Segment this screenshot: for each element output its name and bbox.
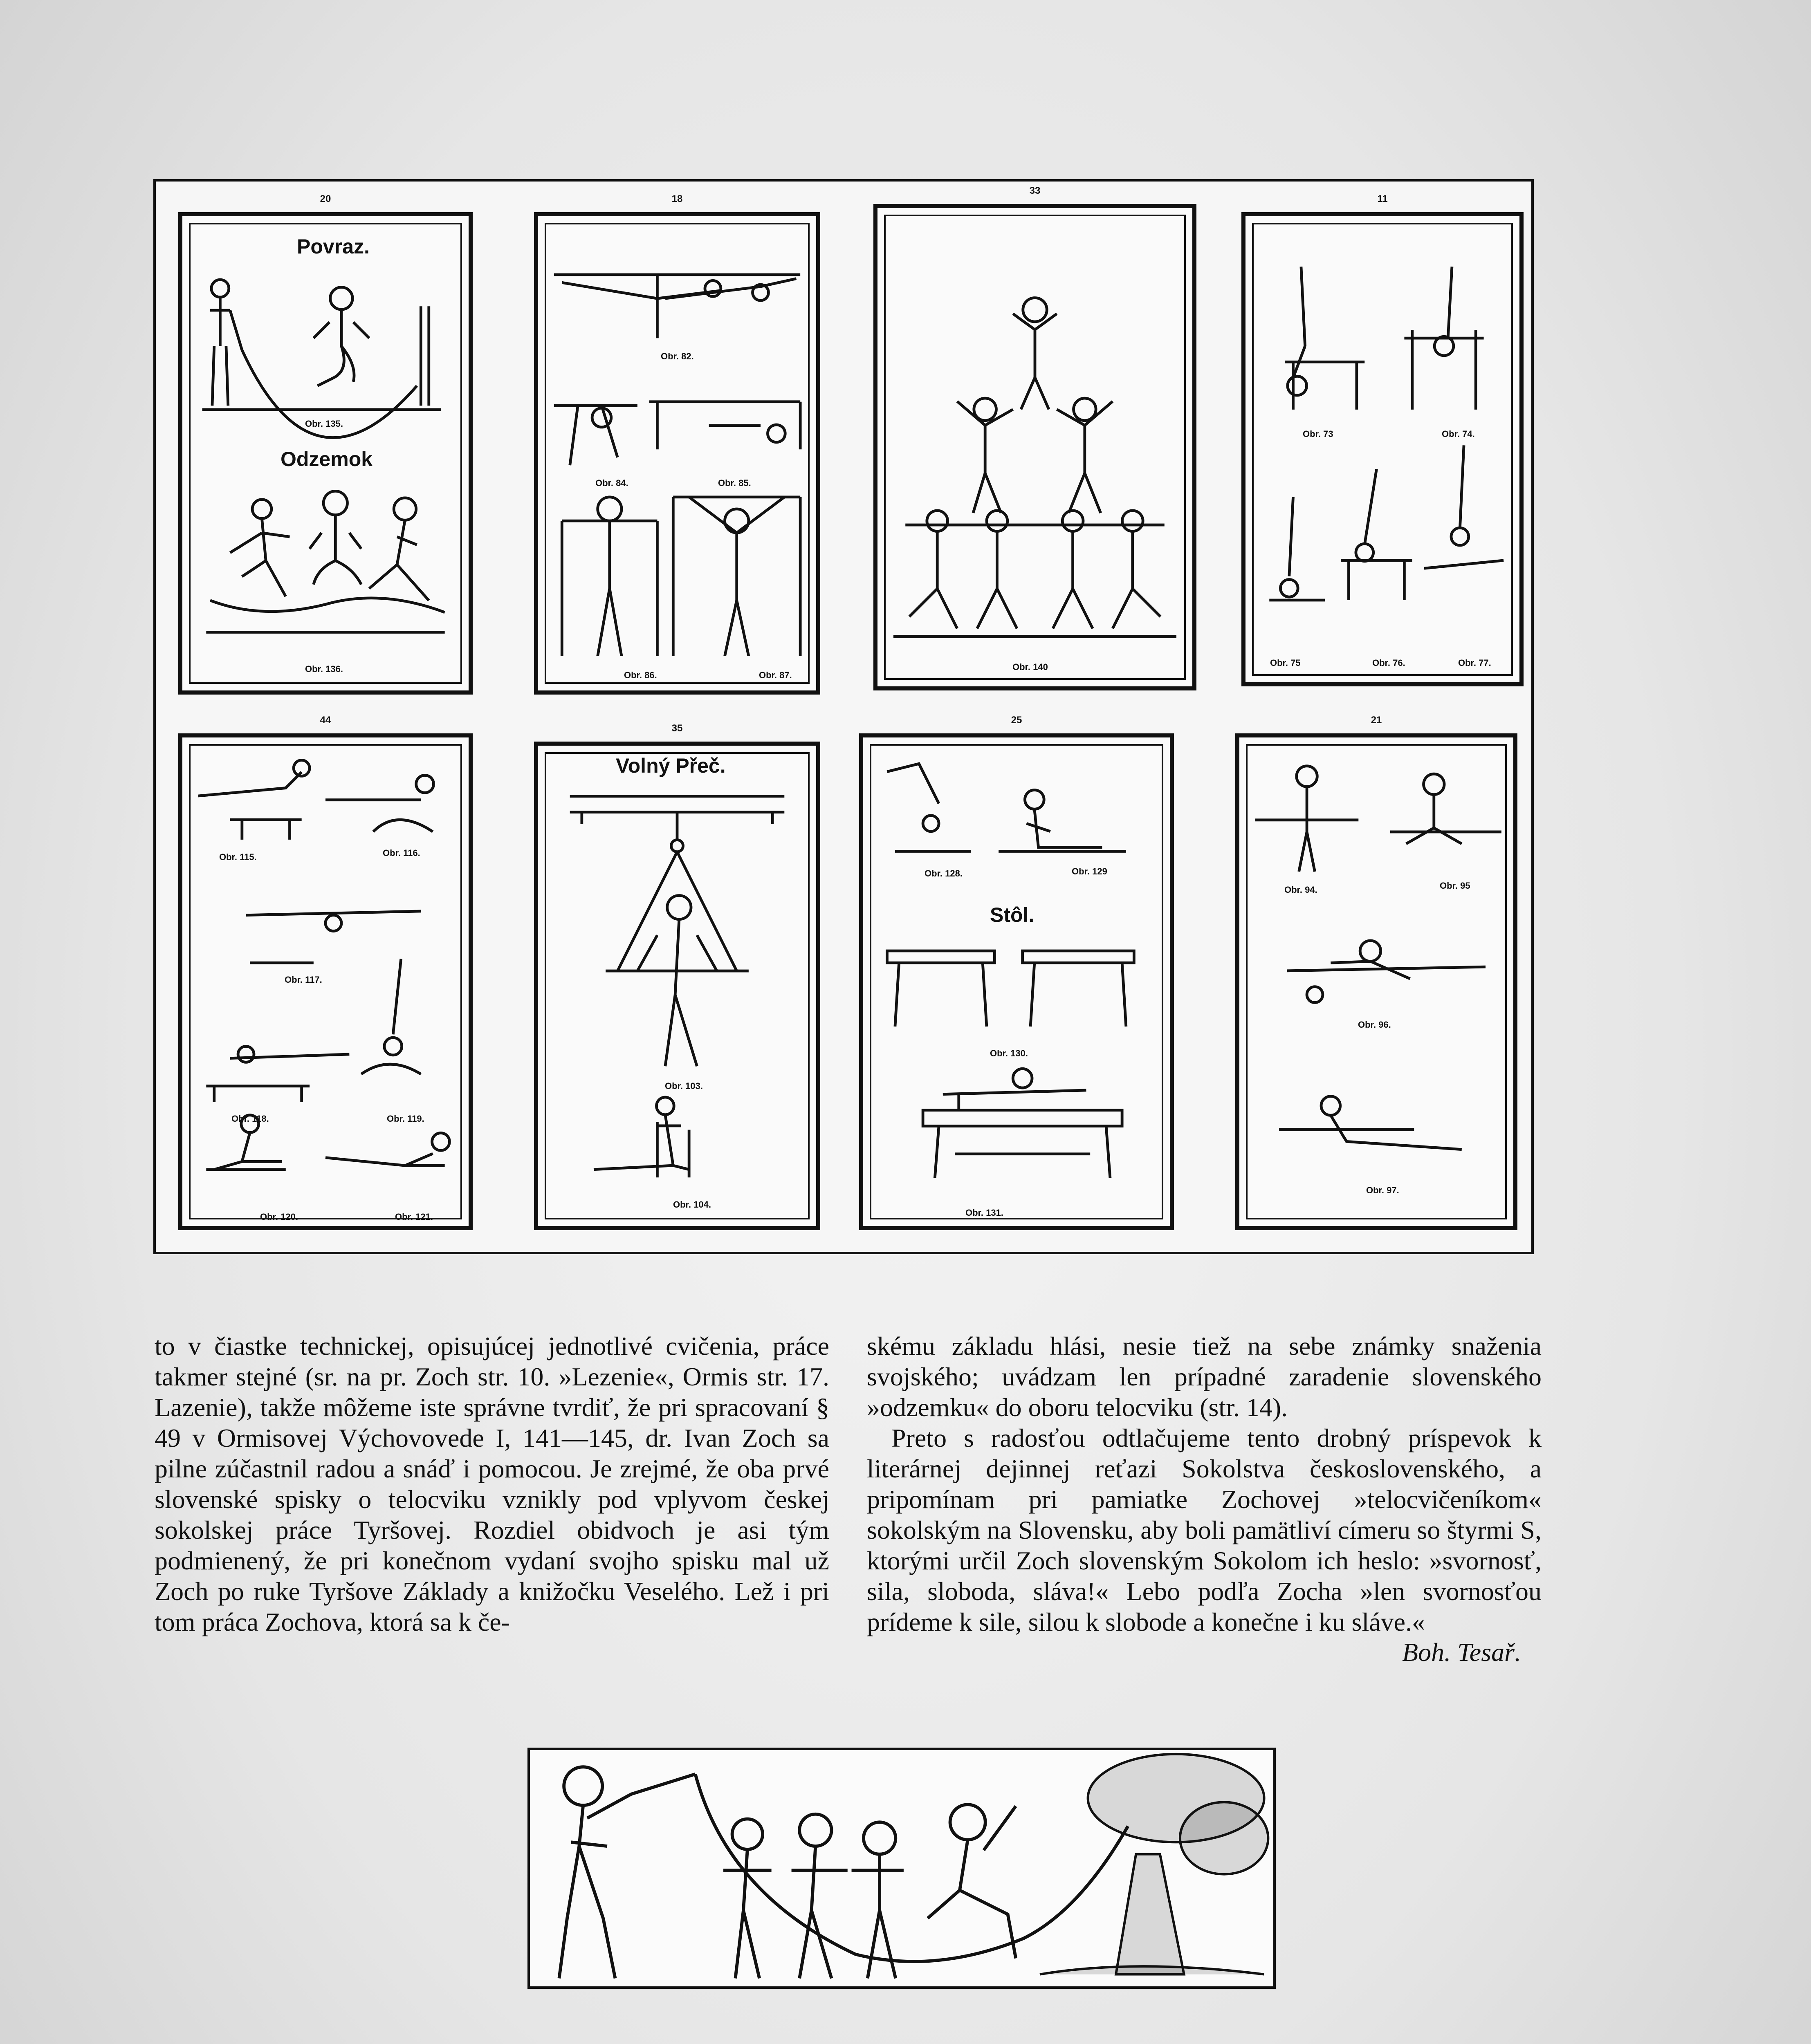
jump-rope-vignette (527, 1748, 1276, 1989)
panel-subtitle: Odzemok (281, 448, 373, 471)
figure-caption: Obr. 73 (1303, 429, 1333, 439)
panel-number: 25 (1011, 715, 1022, 726)
panel-lavicka (1235, 715, 1517, 1230)
figure-caption: Obr. 97. (1366, 1185, 1399, 1195)
figure-caption: Obr. 119. (387, 1114, 424, 1124)
paragraph: Preto s radosťou odtlačujeme tento drobný príspevok k literárnej dejinnej reťazi Sokolstva československého, a pripomínam pri pamiatke Zochovej »telocvičeníkom« sokolským na Slovensku, aby boli pamätliví címeru so štyrmi S, ktorými určil Zoch slovenským Sokolom ich heslo: »svornosť, sila, sloboda, sláva!« Lebo podľa Zocha »len svornosťou prídeme k sile, silou k slobode a konečne i ku sláve.« (867, 1423, 1542, 1636)
figure-caption: Obr. 140 (1012, 662, 1048, 672)
figure-caption: Obr. 75 (1270, 658, 1301, 668)
pommel-horse-illustration (182, 737, 469, 1226)
bar-sitting-illustration (1239, 737, 1513, 1226)
panel-number: 21 (1371, 715, 1382, 726)
panel-title: Povraz. (297, 235, 370, 258)
figure-caption: Obr. 85. (718, 478, 751, 488)
figure-caption: Obr. 131. (965, 1208, 1003, 1218)
figure-caption: Obr. 76. (1372, 658, 1405, 668)
panel-number: 44 (320, 715, 331, 726)
figure-caption: Obr. 130. (990, 1048, 1028, 1058)
figure-caption: Obr. 128. (925, 868, 963, 879)
panel-number: 11 (1377, 193, 1388, 204)
panel-title: Volný Přeč. (616, 754, 726, 777)
paragraph: to v čiastke technickej, opisujúcej jednotlivé cvičenia, práce takmer stejné (sr. na pr. Zoch str. 10. »Lezenie«, Ormis str. 17. Lazenie), takže môžeme iste správne tvrdiť, že pri spracovaní § 49 v Ormisovej Výchovovede I, 141—145, dr. Ivan Zoch sa pilne zúčastnil radou a snáď i pomocou. Je zrejmé, že oba prvé slovenské spisky o telocviku vznikly pod vplyvom českej sokolskej práce Tyršovej. Rozdiel obidvoch je asi tým podmienený, že pri konečnom vydaní svojho spisku mal už Zoch po ruke Tyršove Základy a knižočku Veselého. Lež i pri tom práca Zochova, ktorá sa k če- (155, 1331, 829, 1636)
figure-caption: Obr. 77. (1458, 658, 1491, 668)
panel-pyramida (873, 185, 1196, 690)
figure-caption: Obr. 116. (383, 848, 420, 858)
figure-caption: Obr. 74. (1442, 429, 1475, 439)
figure-caption: Obr. 120. (260, 1212, 298, 1222)
figure-caption: Obr. 86. (624, 670, 657, 680)
illustration-plate (153, 179, 1534, 1254)
panel-number: 35 (671, 723, 683, 734)
paragraph: skému základu hlási, nesie tiež na sebe známky snaženia svojského; uvádzam len prípadné zaradenie slovenského »odzemku« do oboru telocviku (str. 14). (867, 1331, 1542, 1422)
figure-caption: Obr. 103. (665, 1081, 703, 1091)
panel-povraz (178, 193, 473, 695)
parallel-bars-illustration (1245, 216, 1519, 682)
panel-number: 20 (320, 193, 331, 204)
panel-hrazda (534, 193, 820, 695)
figure-caption: Obr. 84. (595, 478, 628, 488)
figure-caption: Obr. 117. (285, 975, 322, 985)
figure-caption: Obr. 115. (219, 852, 257, 862)
children-jump-rope-illustration (530, 1750, 1273, 1986)
panel-bradla (1241, 193, 1524, 686)
figure-caption: Obr. 118. (231, 1114, 269, 1124)
right-column (867, 1331, 1542, 1637)
table-exercises-illustration (863, 737, 1170, 1226)
author-signature: Boh. Tesař. (1402, 1638, 1521, 1667)
figure-caption: Obr. 94. (1284, 885, 1317, 895)
left-column (155, 1331, 829, 1637)
figure-caption: Obr. 95 (1440, 881, 1470, 891)
panel-stol (859, 715, 1174, 1230)
panel-number: 18 (671, 193, 683, 204)
figure-caption: Obr. 129 (1072, 866, 1107, 876)
figure-caption: Obr. 96. (1358, 1020, 1391, 1030)
panel-number: 33 (1029, 185, 1041, 196)
panel-subtitle: Stôl. (990, 903, 1035, 926)
figure-caption: Obr. 104. (673, 1199, 711, 1210)
trapeze-illustration (538, 746, 816, 1226)
bar-exercises-illustration (538, 216, 816, 690)
figure-caption: Obr. 136. (305, 664, 343, 674)
figure-caption: Obr. 87. (759, 670, 792, 680)
panel-volny-prec (534, 723, 820, 1230)
human-pyramid-illustration (877, 208, 1192, 686)
panel-kon (178, 715, 473, 1230)
figure-caption: Obr. 121. (395, 1212, 433, 1222)
rope-skipping-illustration (182, 216, 469, 690)
figure-caption: Obr. 82. (661, 351, 694, 361)
figure-caption: Obr. 135. (305, 419, 343, 429)
